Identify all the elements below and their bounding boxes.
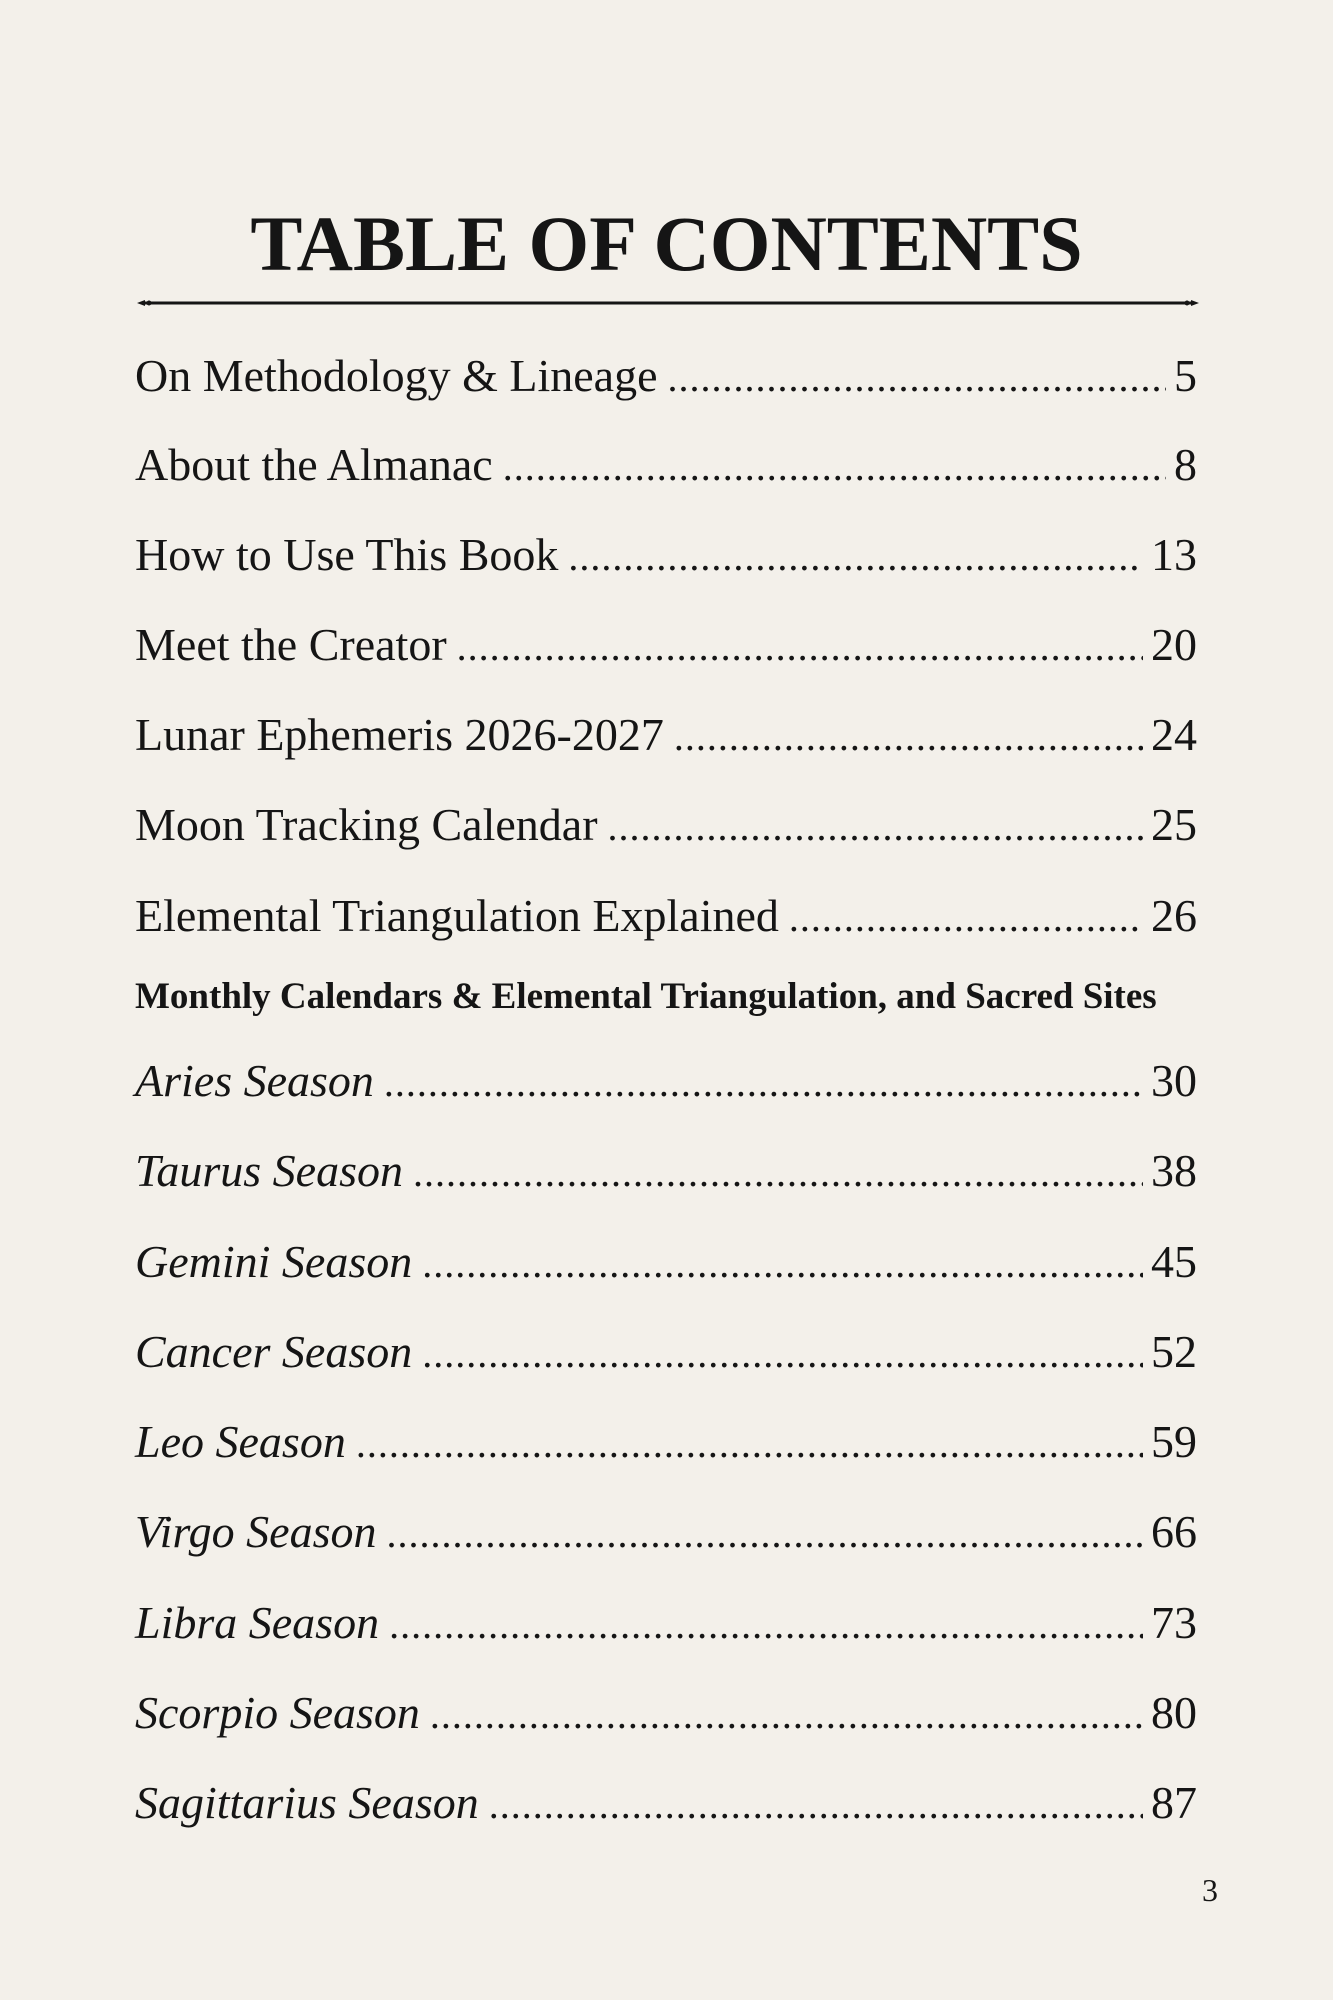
toc-entry-label: Libra Season — [135, 1597, 380, 1648]
toc-entry-page: 20 — [1151, 619, 1197, 670]
toc-entry-label: Cancer Season — [135, 1326, 413, 1377]
toc-entry-triangulation[interactable] — [135, 885, 1197, 947]
toc-entry-label: Meet the Creator — [135, 619, 447, 670]
toc-entry-page: 13 — [1151, 529, 1197, 580]
dot-leader — [568, 526, 1143, 588]
toc-entry-page: 30 — [1151, 1055, 1197, 1106]
toc-entry-label: Elemental Triangulation Explained — [135, 890, 779, 941]
toc-entry-page: 80 — [1151, 1687, 1197, 1738]
toc-entry-label: Virgo Season — [135, 1506, 377, 1557]
dot-leader — [457, 616, 1143, 678]
toc-entry-page: 8 — [1174, 439, 1197, 490]
toc-entry-libra[interactable] — [135, 1592, 1197, 1654]
dot-leader — [430, 1684, 1143, 1746]
dot-leader — [384, 1052, 1143, 1114]
toc-entry-page: 59 — [1151, 1416, 1197, 1467]
dot-leader — [674, 706, 1143, 768]
toc-entry-label: Lunar Ephemeris 2026-2027 — [135, 709, 664, 760]
toc-entry-page: 24 — [1151, 709, 1197, 760]
toc-entry-aries[interactable] — [135, 1050, 1197, 1112]
dot-leader — [422, 1323, 1143, 1385]
toc-entry-label: Scorpio Season — [135, 1687, 420, 1738]
toc-entry-leo[interactable] — [135, 1411, 1197, 1473]
toc-entry-label: Taurus Season — [135, 1145, 403, 1196]
toc-entry-scorpio[interactable] — [135, 1682, 1197, 1744]
dot-leader — [422, 1233, 1143, 1295]
toc-entry-sagittarius[interactable] — [135, 1772, 1197, 1834]
toc-entry-page: 45 — [1151, 1236, 1197, 1287]
toc-entry-page: 26 — [1151, 890, 1197, 941]
dot-leader — [789, 887, 1143, 949]
toc-entry-creator[interactable] — [135, 614, 1197, 676]
toc-entry-page: 73 — [1151, 1597, 1197, 1648]
dot-leader — [386, 1503, 1143, 1565]
toc-entry-label: Aries Season — [135, 1055, 374, 1106]
toc-entry-how-to-use[interactable] — [135, 524, 1197, 586]
toc-entry-taurus[interactable] — [135, 1140, 1197, 1202]
toc-entry-ephemeris[interactable] — [135, 704, 1197, 766]
toc-entry-page: 87 — [1151, 1777, 1197, 1828]
section-heading: Monthly Calendars & Elemental Triangulation, and Sacred Sites — [135, 976, 1157, 1017]
toc-entry-cancer[interactable] — [135, 1321, 1197, 1383]
toc-entry-page: 52 — [1151, 1326, 1197, 1377]
toc-entry-virgo[interactable] — [135, 1501, 1197, 1563]
toc-entry-page: 5 — [1174, 350, 1197, 401]
dot-leader — [356, 1413, 1143, 1475]
page-number: 3 — [1202, 1872, 1218, 1908]
toc-entry-label: Moon Tracking Calendar — [135, 799, 598, 850]
page-title: TABLE OF CONTENTS — [250, 200, 1083, 287]
title-rule-ornament — [137, 297, 1199, 309]
toc-entry-page: 25 — [1151, 799, 1197, 850]
toc-entry-label: How to Use This Book — [135, 529, 559, 580]
dot-leader — [489, 1774, 1143, 1836]
toc-entry-almanac[interactable] — [135, 434, 1197, 496]
toc-entry-label: Leo Season — [135, 1416, 346, 1467]
toc-entry-gemini[interactable] — [135, 1231, 1197, 1293]
toc-entry-methodology[interactable] — [135, 345, 1197, 407]
dot-leader — [503, 436, 1166, 498]
toc-entry-page: 38 — [1151, 1145, 1197, 1196]
dot-leader — [608, 796, 1143, 858]
toc-entry-label: Sagittarius Season — [135, 1777, 479, 1828]
dot-leader — [413, 1142, 1143, 1204]
toc-entry-label: About the Almanac — [135, 439, 493, 490]
dot-leader — [668, 347, 1166, 409]
toc-entry-label: Gemini Season — [135, 1236, 413, 1287]
toc-entry-page: 66 — [1151, 1506, 1197, 1557]
toc-entry-moon-calendar[interactable] — [135, 794, 1197, 856]
toc-entry-label: On Methodology & Lineage — [135, 350, 658, 401]
dot-leader — [389, 1594, 1143, 1656]
